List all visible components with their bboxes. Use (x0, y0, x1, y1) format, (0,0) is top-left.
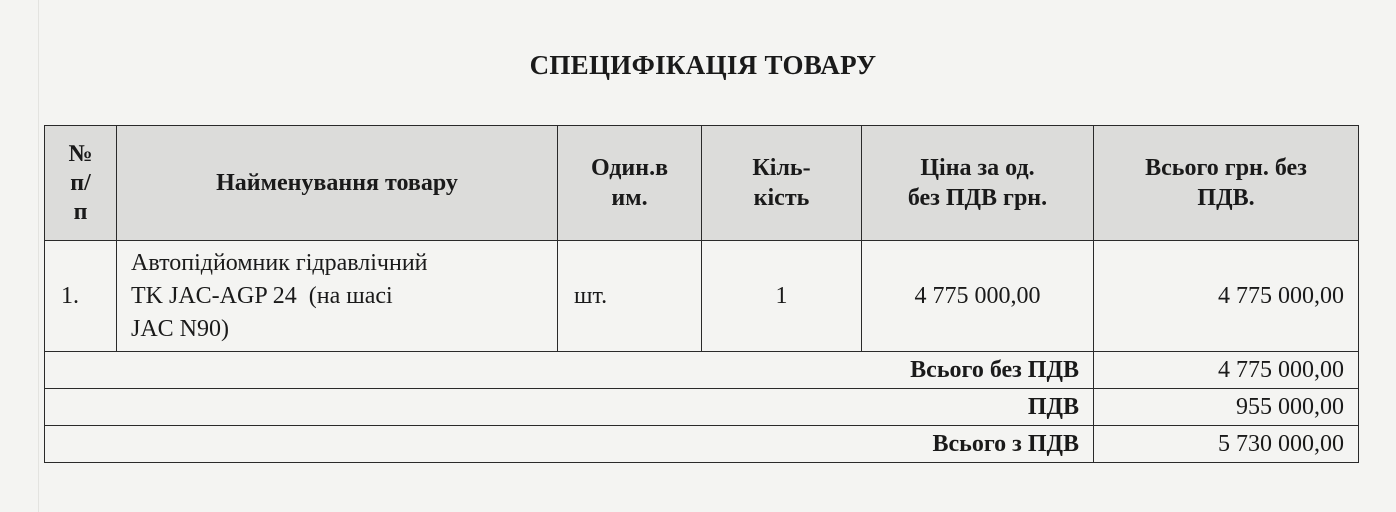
header-quantity-line: кість (753, 185, 810, 211)
header-unit-line: им. (611, 185, 648, 211)
item-number: 1. (45, 241, 117, 352)
header-number-line: п (73, 198, 88, 225)
table-row (45, 241, 1359, 352)
summary-row-vat (45, 389, 1359, 426)
item-quantity: 1 (702, 241, 862, 352)
header-number-line: п/ (70, 169, 91, 196)
header-total-line: Всього грн. без (1145, 155, 1307, 181)
header-quantity-line: Кіль- (752, 155, 811, 181)
header-unit-line: Один.в (590, 155, 669, 181)
item-name-line: Автопідйомник гідравлічний (131, 249, 428, 276)
header-price-line: Ціна за од. (920, 155, 1035, 181)
item-name (117, 241, 558, 352)
header-number (45, 126, 117, 241)
item-unit: шт. (558, 241, 702, 352)
summary-label: ПДВ (45, 389, 1094, 426)
header-total (1094, 126, 1359, 241)
summary-row-grand-total (45, 426, 1359, 463)
header-total-line: ПДВ. (1197, 185, 1255, 211)
summary-label: Всього з ПДВ (45, 426, 1094, 463)
document-title: СПЕЦИФІКАЦІЯ ТОВАРУ (529, 50, 877, 80)
summary-row-subtotal (45, 352, 1359, 389)
item-price: 4 775 000,00 (862, 241, 1094, 352)
summary-label: Всього без ПДВ (45, 352, 1094, 389)
summary-value: 955 000,00 (1094, 389, 1359, 426)
header-number-line: № (68, 140, 93, 167)
summary-value: 4 775 000,00 (1094, 352, 1359, 389)
table-header-row (45, 126, 1359, 241)
summary-value: 5 730 000,00 (1094, 426, 1359, 463)
specification-table (44, 125, 1359, 463)
header-price-line: без ПДВ грн. (907, 185, 1048, 211)
item-name-line: JAC N90) (131, 315, 230, 342)
header-quantity (702, 126, 862, 241)
header-unit (558, 126, 702, 241)
item-name-line: TK JAC-AGP 24 (на шасі (131, 282, 393, 309)
header-name: Найменування товару (117, 126, 558, 241)
item-total: 4 775 000,00 (1094, 241, 1359, 352)
header-price (862, 126, 1094, 241)
